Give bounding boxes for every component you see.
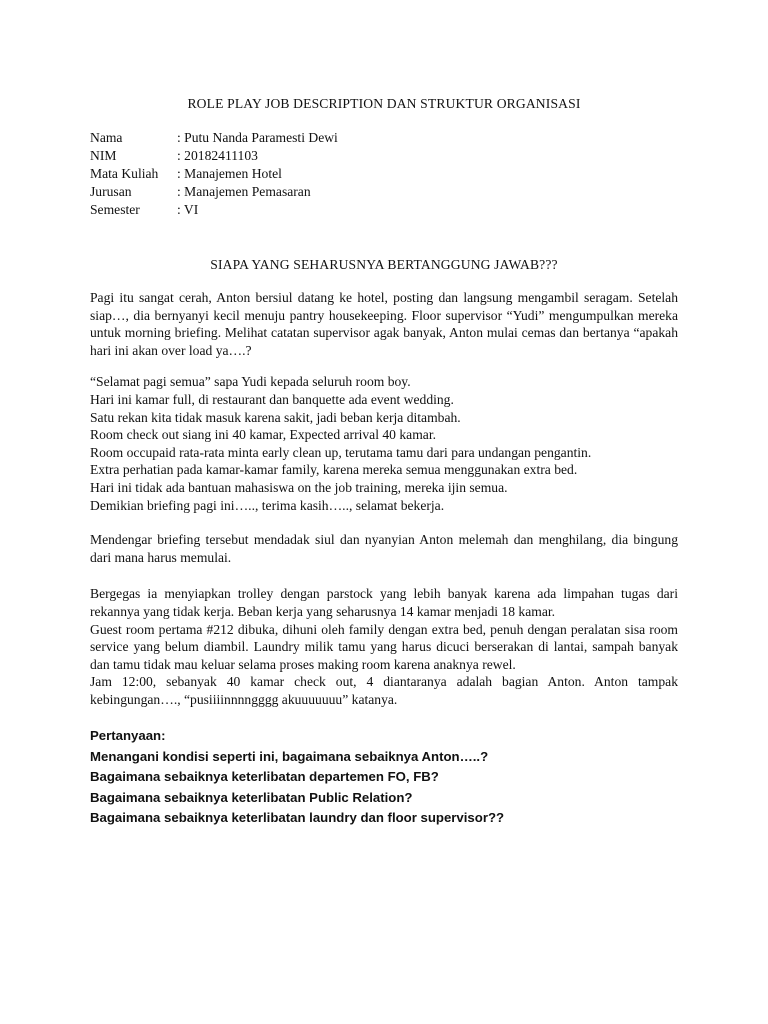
info-label: NIM: [90, 148, 117, 163]
info-label: Semester: [90, 202, 140, 217]
briefing-line: Demikian briefing pagi ini….., terima kasih….., selamat bekerja.: [90, 497, 445, 513]
info-row-jurusan: [90, 183, 338, 201]
section-subtitle: SIAPA YANG SEHARUSNYA BERTANGGUNG JAWAB???: [210, 257, 558, 272]
document-title: ROLE PLAY JOB DESCRIPTION DAN STRUKTUR ORGANISASI: [187, 96, 581, 111]
briefing-line: Extra perhatian pada kamar-kamar family, karena mereka semua menggunakan extra bed.: [90, 462, 578, 478]
story-content: [90, 289, 678, 829]
info-value: : Manajemen Pemasaran: [177, 184, 311, 199]
briefing-line: Room occupaid rata-rata minta early clean up, terutama tamu dari para undangan pengantin.: [90, 444, 592, 460]
briefing-line: “Selamat pagi semua” sapa Yudi kepada seluruh room boy.: [90, 374, 411, 390]
questions-section: [90, 726, 678, 828]
paragraph-checkout: Jam 12:00, sebanyak 40 kamar check out, 4 diantaranya adalah bagian Anton. Anton tampak kebingungan…., “pusiiiinnnngggg akuuuuuuu” katanya.: [90, 674, 678, 707]
briefing-line: Hari ini kamar full, di restaurant dan banquette ada event wedding.: [90, 391, 454, 407]
briefing-line: Satu rekan kita tidak masuk karena sakit, jadi beban kerja ditambah.: [90, 409, 461, 425]
paragraph-trolley: Bergegas ia menyiapkan trolley dengan parstock yang lebih banyak karena ada limpahan tugas dari rekannya yang tidak kerja. Beban kerja yang seharusnya 14 kamar menjadi 18 kamar.: [90, 586, 678, 619]
paragraph-guest-room: Guest room pertama #212 dibuka, dihuni oleh family dengan extra bed, penuh dengan peralatan sisa room service yang belum diambil. Laundry milik tamu yang harus dicuci berserakan di lantai, sampah banyak dan tamu tidak mau keluar selama proses making room karena anaknya rewel.: [90, 621, 678, 672]
student-info: [90, 129, 338, 219]
intro-paragraph: Pagi itu sangat cerah, Anton bersiul datang ke hotel, posting dan langsung mengambil seragam. Setelah siap…, dia bernyanyi kecil menuju pantry housekeeping. Floor supervisor “Yudi” mengumpulkan mereka untuk morning briefing. Melihat catatan supervisor agak banyak, Anton mulai cemas dan bertanya “apakah hari ini akan over load ya….?: [90, 290, 678, 358]
paragraph-reaction: Mendengar briefing tersebut mendadak siul dan nyanyian Anton melemah dan menghilang, dia bingung dari mana harus memulai.: [90, 532, 678, 565]
info-label: Nama: [90, 130, 123, 145]
info-row-nama: [90, 129, 338, 147]
info-label: Mata Kuliah: [90, 166, 159, 181]
paragraph-work-block: [90, 585, 678, 708]
info-value: : Putu Nanda Paramesti Dewi: [177, 130, 338, 145]
info-row-mata-kuliah: [90, 165, 338, 183]
briefing-line: Hari ini tidak ada bantuan mahasiswa on the job training, mereka ijin semua.: [90, 479, 508, 495]
question-item: Bagaimana sebaiknya keterlibatan laundry dan floor supervisor??: [90, 810, 505, 826]
question-item: Bagaimana sebaiknya keterlibatan departemen FO, FB?: [90, 769, 439, 785]
questions-heading: Pertanyaan:: [90, 728, 166, 744]
info-value: : VI: [177, 202, 199, 217]
info-value: : Manajemen Hotel: [177, 166, 282, 181]
question-item: Bagaimana sebaiknya keterlibatan Public Relation?: [90, 789, 413, 805]
info-value: : 20182411103: [177, 148, 258, 163]
info-row-nim: [90, 147, 338, 165]
info-label: Jurusan: [90, 184, 132, 199]
question-item: Menangani kondisi seperti ini, bagaimana sebaiknya Anton…..?: [90, 748, 489, 764]
briefing-block: [90, 373, 678, 514]
briefing-line: Room check out siang ini 40 kamar, Expected arrival 40 kamar.: [90, 427, 436, 443]
info-row-semester: [90, 201, 338, 219]
